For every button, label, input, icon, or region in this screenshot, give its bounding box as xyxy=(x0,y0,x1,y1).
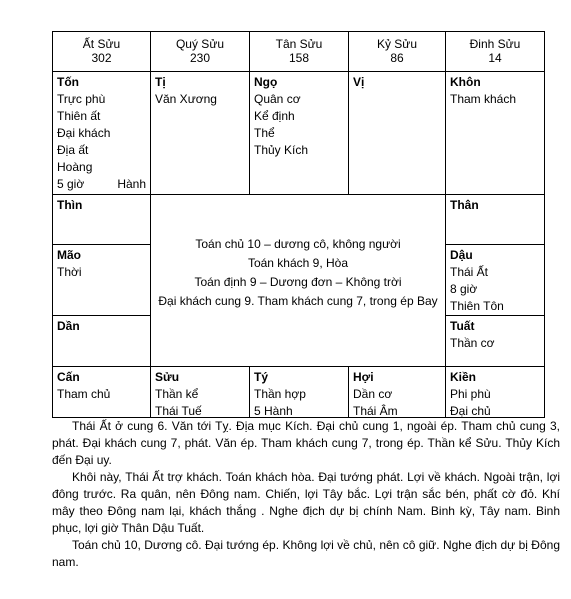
palace-line-row xyxy=(57,176,146,193)
palace-title: Tốn xyxy=(57,75,79,89)
palace-title: Tý xyxy=(254,370,269,384)
palace-line: Thủy Kích xyxy=(254,143,309,157)
palace-title: Tuất xyxy=(450,319,475,333)
center-line: Toán định 9 – Dương đơn – Không trời xyxy=(194,275,402,289)
palace-line: Thần cơ xyxy=(450,336,495,350)
palace-line: Thần hợp xyxy=(254,387,306,401)
palace-line: Quân cơ xyxy=(254,92,301,106)
palace-line: Văn Xương xyxy=(155,92,217,106)
palace-tuat xyxy=(445,315,545,367)
palace-line: Kể định xyxy=(254,109,295,123)
palace-suu xyxy=(150,366,250,418)
palace-dan xyxy=(52,315,151,367)
palace-line-left: 5 giờ xyxy=(57,177,85,191)
palace-title: Thân xyxy=(450,198,479,212)
palace-title: Tị xyxy=(155,75,166,89)
palace-line: Hoàng xyxy=(57,160,93,174)
palace-line: Thể xyxy=(254,126,275,140)
center-line: Đại khách cung 9. Tham khách cung 7, trong ép Bay xyxy=(158,294,438,308)
header-value: 14 xyxy=(488,51,502,65)
palace-title: Ngọ xyxy=(254,75,278,89)
palace-line: Trực phù xyxy=(57,92,106,106)
palace-dau xyxy=(445,244,545,316)
palace-line: Thời xyxy=(57,265,82,279)
palace-line: Thiên ất xyxy=(57,109,101,123)
header-value: 158 xyxy=(288,51,310,65)
palace-line: Phi phù xyxy=(450,387,491,401)
palace-title: Vị xyxy=(353,75,365,89)
palace-line: Thái Âm xyxy=(353,404,398,418)
header-cell-1 xyxy=(52,31,151,72)
palace-line: Tham chủ xyxy=(57,387,111,401)
header-value: 86 xyxy=(390,51,404,65)
center-summary xyxy=(150,194,446,367)
palace-title: Dần xyxy=(57,319,80,333)
palace-line: Dần cơ xyxy=(353,387,393,401)
palace-title: Hợi xyxy=(353,370,374,384)
palace-title: Mão xyxy=(57,248,81,262)
header-name: Ất Sửu xyxy=(82,37,121,51)
palace-line-right: Hành xyxy=(117,177,146,191)
paragraph: Thái Ất ở cung 6. Văn tới Tỵ. Địa mục Kích. Đại chủ cung 1, ngoài ép. Tham chủ cung 3, phát. Đại khách cung 7, phát. Văn ép. Tham khách cung 7, trong ép. Thần kể Sửu. Thủy Kích đến Đại uy. xyxy=(52,419,560,467)
palace-ton xyxy=(52,71,151,195)
palace-title: Khôn xyxy=(450,75,481,89)
palace-line: Địa ất xyxy=(57,143,89,157)
header-cell-5 xyxy=(445,31,545,72)
palace-line: Thái Ất xyxy=(450,265,489,279)
palace-title: Thìn xyxy=(57,198,83,212)
palace-ngo xyxy=(249,71,349,195)
palace-title: Sửu xyxy=(155,370,180,384)
palace-kien xyxy=(445,366,545,418)
center-line: Toán khách 9, Hòa xyxy=(247,256,349,270)
center-line: Toán chủ 10 – dương cô, không người xyxy=(195,237,401,251)
palace-line: Đại khách xyxy=(57,126,111,140)
header-name: Quý Sửu xyxy=(175,37,225,51)
header-cell-3 xyxy=(249,31,349,72)
header-name: Kỷ Sửu xyxy=(376,37,418,51)
header-name: Tân Sửu xyxy=(275,37,323,51)
header-value: 230 xyxy=(189,51,211,65)
header-cell-4 xyxy=(348,31,446,72)
header-cell-2 xyxy=(150,31,250,72)
palace-thin xyxy=(52,194,151,245)
palace-ty xyxy=(249,366,349,418)
header-name: Đinh Sửu xyxy=(469,37,521,51)
palace-hoi xyxy=(348,366,446,418)
header-value: 302 xyxy=(91,51,112,65)
palace-line: Thiên Tôn xyxy=(450,299,504,313)
palace-title: Dậu xyxy=(450,248,473,262)
paragraph: Toán chủ 10, Dương cô. Đại tướng ép. Không lợi về chủ, nên cô giữ. Nghe địch dự bị Đông nam. xyxy=(52,538,560,569)
palace-line: Tham khách xyxy=(450,92,517,106)
palace-than xyxy=(445,194,545,245)
palace-title: Cấn xyxy=(57,370,80,384)
palace-can xyxy=(52,366,151,418)
palace-vi xyxy=(348,71,446,195)
palace-ti xyxy=(150,71,250,195)
palace-title: Kiền xyxy=(450,370,477,384)
palace-line: 8 giờ xyxy=(450,282,478,296)
palace-line: 5 Hành xyxy=(254,404,293,418)
paragraph: Khôi này, Thái Ất trợ khách. Toán khách hòa. Đại tướng phát. Lợi về khách. Ngoài trận, lợi đông trước. Ra quân, nên Đông nam. Chiến, lợi Tây bắc. Lợi trận sắc bén, phất cờ đỏ. Khí mây theo Đông nam lại, khách thắng . Nghe địch dự bị chính Nam. Binh kỳ, Tây nam. Binh phục, lợi giờ Thân Dậu Tuất. xyxy=(52,470,560,535)
palace-line: Thần kể xyxy=(155,387,199,401)
commentary xyxy=(52,418,560,571)
palace-line: Thái Tuế xyxy=(155,404,202,418)
palace-khon xyxy=(445,71,545,195)
palace-line: Đại chủ xyxy=(450,404,491,418)
palace-mao xyxy=(52,244,151,316)
